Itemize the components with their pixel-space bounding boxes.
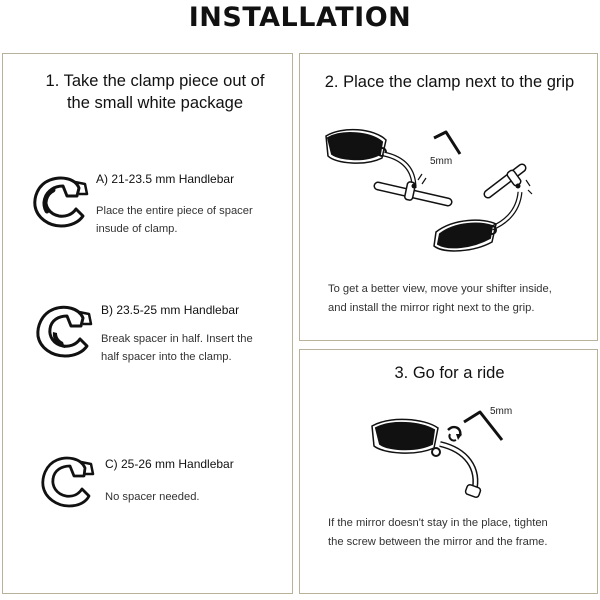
step2-panel [299,53,598,341]
option-c-desc [105,488,200,506]
mirror-tighten-icon [370,400,540,510]
option-c-label: C) 25-26 mm Handlebar [105,457,234,471]
clamp-full-spacer-icon [31,174,91,230]
option-a-label: A) 21-23.5 mm Handlebar [96,172,235,186]
clamp-half-spacer-icon [33,302,97,360]
mirror-handlebar-icon [322,124,582,264]
option-b-label: B) 23.5-25 mm Handlebar [101,303,240,317]
step3-text-line2: the screw between the mirror and the frame. [328,536,548,548]
step3-wrench-label: 5mm [490,406,513,417]
step2-title: 2. Place the clamp next to the grip [324,73,575,91]
page-title: INSTALLATION [188,2,412,33]
option-b-desc-line2: half spacer into the clamp. [101,351,232,363]
option-a-desc [96,202,253,238]
step1-title-line2: the small white package [66,94,244,112]
step1-title [25,70,285,114]
step2-text-line2: and install the mirror right next to the grip. [328,302,535,314]
step2-wrench-label: 5mm [430,156,453,167]
clamp-no-spacer-icon [39,454,99,510]
step3-panel [299,349,598,594]
option-b-desc-line1: Break spacer in half. Insert the [101,333,253,345]
option-c-desc-line1: No spacer needed. [105,491,200,503]
step1-title-line1: 1. Take the clamp piece out of [45,72,265,90]
step2-text [328,280,552,318]
option-a-desc-line2: insude of clamp. [96,223,178,235]
step3-text [328,514,548,552]
step3-text-line1: If the mirror doesn't stay in the place, tighten [328,517,548,529]
step3-title: 3. Go for a ride [394,364,505,382]
option-b-desc [101,330,253,366]
step2-text-line1: To get a better view, move your shifter inside, [328,283,552,295]
step1-panel [2,53,293,594]
option-a-desc-line1: Place the entire piece of spacer [96,205,253,217]
